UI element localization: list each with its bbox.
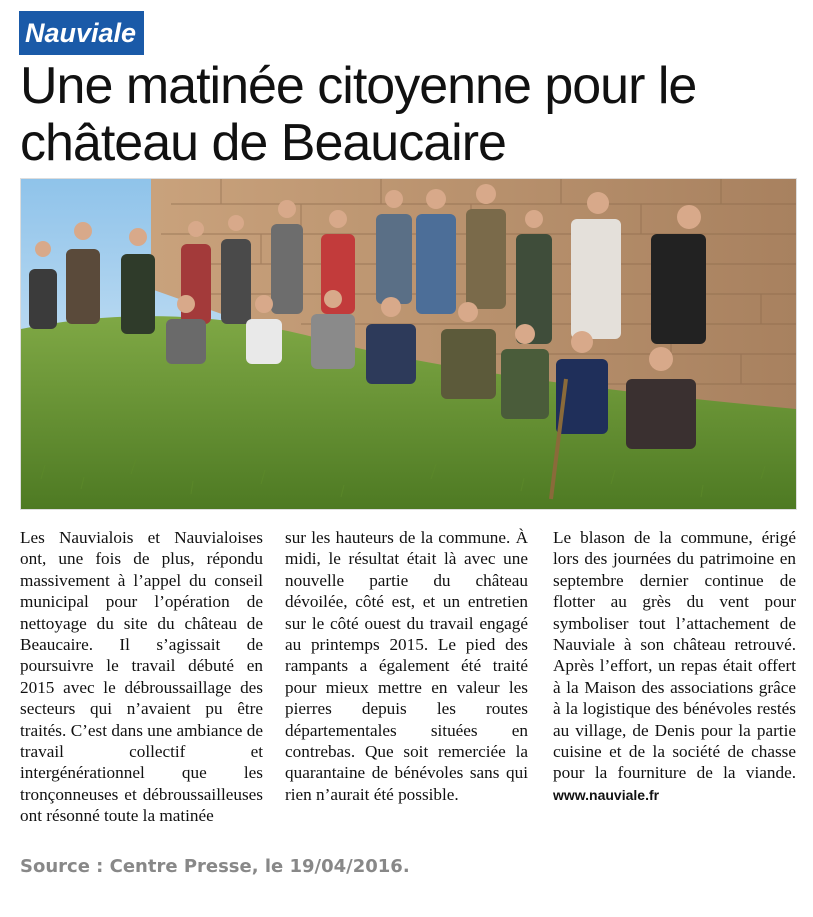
- article-column-2: [285, 527, 528, 805]
- column-3-body: Le blason de la commune, érigé lors des journées du patrimoine en septembre dernier continue de flotter au grès du vent pour symboliser tout l’attachement de Nauviale à son château retrouvé. Après l’effort, un repas était offert à la Maison des associations grâce à la logistique des bénévoles restés au village, de Denis pour la partie cuisine et de la société de chasse pour la fourniture de la viande.: [553, 528, 796, 783]
- column-3-text: [553, 527, 796, 806]
- article-column-3: [553, 527, 796, 806]
- article-headline: Une matinée citoyenne pour le château de Beaucaire: [20, 57, 697, 172]
- column-1-text: Les Nauvialois et Nauvialoises ont, une fois de plus, répondu massivement à l’appel du conseil municipal pour l’opération de nettoyage du site du château de Beaucaire. Il s’agissait de poursuivre le travail débuté en 2015 avec le débroussaillage des secteurs qui n’avaient pu être traités. C’est dans une ambiance de travail collectif et intergénérationnel que les tronçonneuses et débroussailleuses ont résonné toute la matinée: [20, 528, 263, 826]
- article-column-1: [20, 527, 263, 827]
- source-credit: Source : Centre Presse, le 19/04/2016.: [20, 856, 410, 877]
- group-photo: [20, 178, 797, 510]
- column-2-text: sur les hauteurs de la commune. À midi, le résultat était là avec une nouvelle partie du château dévoilée, côté est, et un entretien sur le côté ouest du travail engagé au printemps 2015. Le pied des rampants a également été traité pour mieux mettre en valeur les pierres depuis les routes départementales situées en contrebas. Que soit remerciée la quarantaine de bénévoles sans qui rien n’aurait été possible.: [285, 528, 528, 804]
- website-link[interactable]: www.nauviale.fr: [553, 786, 660, 803]
- section-rubric: Nauviale: [19, 11, 144, 55]
